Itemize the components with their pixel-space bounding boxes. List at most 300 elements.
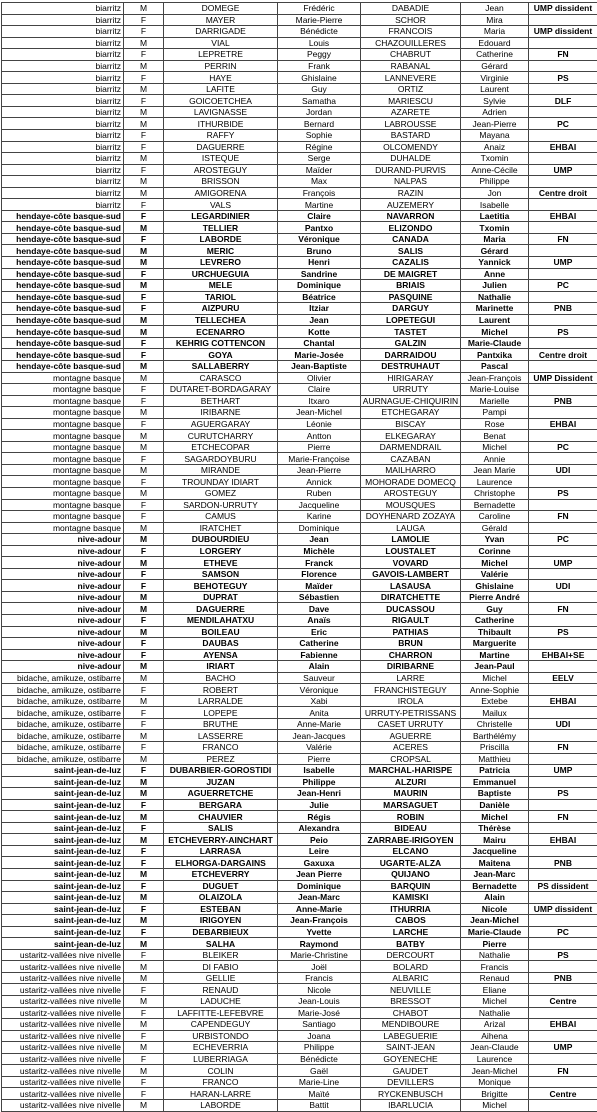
candidate-firstname-cell: Max <box>278 176 361 188</box>
sex-cell: F <box>124 799 164 811</box>
party-cell: EHBAI <box>529 210 597 222</box>
substitute-firstname-cell: Mailux <box>461 707 529 719</box>
candidate-firstname-cell: Henri <box>278 257 361 269</box>
party-cell: FN <box>529 233 597 245</box>
substitute-surname-cell: URRUTY <box>361 384 461 396</box>
party-cell <box>529 430 597 442</box>
candidates-table-body <box>2 3 597 1112</box>
canton-cell: saint-jean-de-luz <box>2 857 124 869</box>
party-cell <box>529 684 597 696</box>
substitute-firstname-cell: Matthieu <box>461 753 529 765</box>
sex-cell: M <box>124 1019 164 1031</box>
substitute-surname-cell: HIRIGARAY <box>361 372 461 384</box>
substitute-firstname-cell: Pierre <box>461 938 529 950</box>
candidate-firstname-cell: Gaxuxa <box>278 857 361 869</box>
canton-cell: saint-jean-de-luz <box>2 915 124 927</box>
canton-cell: ustaritz-vallées nive nivelle <box>2 1019 124 1031</box>
candidate-surname-cell: CURUTCHARRY <box>164 430 278 442</box>
canton-cell: ustaritz-vallées nive nivelle <box>2 961 124 973</box>
candidate-surname-cell: ISTEQUE <box>164 153 278 165</box>
candidate-surname-cell: LABORDE <box>164 233 278 245</box>
substitute-surname-cell: CANADA <box>361 233 461 245</box>
candidate-surname-cell: HARAN-LARRE <box>164 1088 278 1100</box>
sex-cell: F <box>124 765 164 777</box>
sex-cell: M <box>124 661 164 673</box>
table-row <box>2 360 597 372</box>
sex-cell: F <box>124 210 164 222</box>
candidate-firstname-cell: Yvette <box>278 926 361 938</box>
substitute-firstname-cell: Michel <box>461 441 529 453</box>
sex-cell: F <box>124 638 164 650</box>
canton-cell: nive-adour <box>2 638 124 650</box>
canton-cell: ustaritz-vallées nive nivelle <box>2 1042 124 1054</box>
substitute-firstname-cell: Arizal <box>461 1019 529 1031</box>
sex-cell: M <box>124 996 164 1008</box>
party-cell <box>529 153 597 165</box>
sex-cell: M <box>124 811 164 823</box>
candidate-surname-cell: AGUERGARAY <box>164 418 278 430</box>
sex-cell: M <box>124 603 164 615</box>
candidate-firstname-cell: Franck <box>278 557 361 569</box>
table-row <box>2 984 597 996</box>
substitute-surname-cell: ELKEGARAY <box>361 430 461 442</box>
canton-cell: biarritz <box>2 199 124 211</box>
canton-cell: montagne basque <box>2 464 124 476</box>
table-row <box>2 869 597 881</box>
substitute-surname-cell: QUIJANO <box>361 869 461 881</box>
substitute-firstname-cell: Pierre André <box>461 591 529 603</box>
candidate-surname-cell: DEBARBIEUX <box>164 926 278 938</box>
candidate-firstname-cell: Sébastien <box>278 591 361 603</box>
sex-cell: M <box>124 753 164 765</box>
table-row <box>2 291 597 303</box>
candidate-firstname-cell: Julie <box>278 799 361 811</box>
substitute-surname-cell: AUZEMERY <box>361 199 461 211</box>
substitute-surname-cell: MOHORADE DOMECQ <box>361 476 461 488</box>
substitute-surname-cell: GALZIN <box>361 337 461 349</box>
substitute-firstname-cell: Martine <box>461 649 529 661</box>
candidate-firstname-cell: Sauveur <box>278 672 361 684</box>
substitute-firstname-cell: Benat <box>461 430 529 442</box>
canton-cell: saint-jean-de-luz <box>2 776 124 788</box>
candidate-surname-cell: DAGUERRE <box>164 603 278 615</box>
canton-cell: nive-adour <box>2 614 124 626</box>
table-row <box>2 280 597 292</box>
sex-cell: F <box>124 1088 164 1100</box>
candidate-surname-cell: BETHART <box>164 395 278 407</box>
substitute-firstname-cell: Annie <box>461 453 529 465</box>
substitute-firstname-cell: Guy <box>461 603 529 615</box>
canton-cell: biarritz <box>2 3 124 15</box>
sex-cell: M <box>124 118 164 130</box>
table-row <box>2 210 597 222</box>
candidate-firstname-cell: Philippe <box>278 776 361 788</box>
party-cell: UDI <box>529 464 597 476</box>
substitute-surname-cell: DURAND-PURVIS <box>361 164 461 176</box>
substitute-surname-cell: DIRIBARNE <box>361 661 461 673</box>
sex-cell: F <box>124 718 164 730</box>
table-row <box>2 545 597 557</box>
substitute-firstname-cell: Aihena <box>461 1030 529 1042</box>
table-row <box>2 522 597 534</box>
party-cell: PS <box>529 626 597 638</box>
canton-cell: hendaye-côte basque-sud <box>2 337 124 349</box>
sex-cell: F <box>124 822 164 834</box>
candidate-firstname-cell: Nicole <box>278 984 361 996</box>
candidates-table <box>1 2 597 1112</box>
substitute-firstname-cell: Rose <box>461 418 529 430</box>
sex-cell: F <box>124 14 164 26</box>
table-row <box>2 1007 597 1019</box>
candidate-firstname-cell: Jean Pierre <box>278 869 361 881</box>
substitute-surname-cell: AGUERRE <box>361 730 461 742</box>
sex-cell: M <box>124 961 164 973</box>
candidate-firstname-cell: Bénédicte <box>278 26 361 38</box>
substitute-surname-cell: ACERES <box>361 742 461 754</box>
candidate-firstname-cell: Jean-Pierre <box>278 464 361 476</box>
table-row <box>2 534 597 546</box>
candidate-surname-cell: DARRIGADE <box>164 26 278 38</box>
candidate-surname-cell: GOMEZ <box>164 487 278 499</box>
substitute-surname-cell: UGARTE-ALZA <box>361 857 461 869</box>
candidate-firstname-cell: Samatha <box>278 95 361 107</box>
candidate-firstname-cell: Catherine <box>278 638 361 650</box>
candidate-surname-cell: TELLECHEA <box>164 314 278 326</box>
substitute-firstname-cell: Caroline <box>461 511 529 523</box>
candidate-surname-cell: LASSERRE <box>164 730 278 742</box>
substitute-firstname-cell: Anne <box>461 268 529 280</box>
sex-cell: M <box>124 972 164 984</box>
table-row <box>2 222 597 234</box>
canton-cell: hendaye-côte basque-sud <box>2 349 124 361</box>
candidate-firstname-cell: Valérie <box>278 742 361 754</box>
party-cell <box>529 961 597 973</box>
table-row <box>2 626 597 638</box>
candidate-firstname-cell: Ruben <box>278 487 361 499</box>
candidate-firstname-cell: Régine <box>278 141 361 153</box>
sex-cell: M <box>124 280 164 292</box>
canton-cell: nive-adour <box>2 626 124 638</box>
party-cell: EHBAI+SE <box>529 649 597 661</box>
substitute-surname-cell: OLCOMENDY <box>361 141 461 153</box>
table-row <box>2 1088 597 1100</box>
candidate-surname-cell: ETCHECOPAR <box>164 441 278 453</box>
table-row <box>2 614 597 626</box>
candidate-surname-cell: LEPRETRE <box>164 49 278 61</box>
table-row <box>2 949 597 961</box>
candidate-surname-cell: CARASCO <box>164 372 278 384</box>
substitute-surname-cell: MAURIN <box>361 788 461 800</box>
sex-cell: F <box>124 303 164 315</box>
table-row <box>2 1053 597 1065</box>
candidate-surname-cell: AMIGORENA <box>164 187 278 199</box>
table-row <box>2 1030 597 1042</box>
canton-cell: biarritz <box>2 60 124 72</box>
table-row <box>2 603 597 615</box>
party-cell: PS dissident <box>529 880 597 892</box>
candidate-surname-cell: ETCHEVERRY <box>164 869 278 881</box>
sex-cell: M <box>124 869 164 881</box>
sex-cell: M <box>124 60 164 72</box>
canton-cell: saint-jean-de-luz <box>2 869 124 881</box>
substitute-firstname-cell: Patricia <box>461 765 529 777</box>
substitute-surname-cell: LANNEVERE <box>361 72 461 84</box>
candidate-surname-cell: ELHORGA-DARGAINS <box>164 857 278 869</box>
substitute-firstname-cell: Francis <box>461 961 529 973</box>
candidate-surname-cell: LADUCHE <box>164 996 278 1008</box>
substitute-surname-cell: AROSTEGUY <box>361 487 461 499</box>
table-row <box>2 511 597 523</box>
canton-cell: hendaye-côte basque-sud <box>2 222 124 234</box>
party-cell: PS <box>529 72 597 84</box>
sex-cell: M <box>124 487 164 499</box>
party-cell <box>529 37 597 49</box>
party-cell <box>529 984 597 996</box>
canton-cell: bidache, amikuze, ostibarre <box>2 672 124 684</box>
candidate-surname-cell: ITHURBIDE <box>164 118 278 130</box>
table-row <box>2 418 597 430</box>
party-cell <box>529 799 597 811</box>
candidate-firstname-cell: Fabienne <box>278 649 361 661</box>
canton-cell: hendaye-côte basque-sud <box>2 257 124 269</box>
sex-cell: F <box>124 164 164 176</box>
candidate-firstname-cell: Maïté <box>278 1088 361 1100</box>
table-row <box>2 118 597 130</box>
party-cell <box>529 638 597 650</box>
candidate-surname-cell: ESTEBAN <box>164 903 278 915</box>
sex-cell: F <box>124 95 164 107</box>
canton-cell: biarritz <box>2 26 124 38</box>
canton-cell: hendaye-côte basque-sud <box>2 303 124 315</box>
candidate-surname-cell: DUTARET-BORDAGARAY <box>164 384 278 396</box>
candidate-firstname-cell: Marie-José <box>278 1007 361 1019</box>
candidate-firstname-cell: Gaël <box>278 1065 361 1077</box>
sex-cell: F <box>124 130 164 142</box>
candidate-firstname-cell: Frank <box>278 60 361 72</box>
candidate-firstname-cell: Philippe <box>278 1042 361 1054</box>
candidate-firstname-cell: Michèle <box>278 545 361 557</box>
substitute-firstname-cell: Jean-François <box>461 372 529 384</box>
table-row <box>2 776 597 788</box>
substitute-firstname-cell: Jon <box>461 187 529 199</box>
candidate-surname-cell: CAMUS <box>164 511 278 523</box>
candidate-surname-cell: JUZAN <box>164 776 278 788</box>
sex-cell: M <box>124 672 164 684</box>
substitute-firstname-cell: Monique <box>461 1076 529 1088</box>
sex-cell: M <box>124 257 164 269</box>
party-cell <box>529 291 597 303</box>
table-row <box>2 14 597 26</box>
candidate-surname-cell: SARDON-URRUTY <box>164 499 278 511</box>
table-row <box>2 788 597 800</box>
substitute-firstname-cell: Jean-Claude <box>461 1042 529 1054</box>
candidate-surname-cell: HAYE <box>164 72 278 84</box>
candidate-surname-cell: ECHEVERRIA <box>164 1042 278 1054</box>
substitute-firstname-cell: Txomin <box>461 222 529 234</box>
sex-cell: F <box>124 684 164 696</box>
sex-cell: F <box>124 337 164 349</box>
party-cell: UMP dissident <box>529 26 597 38</box>
substitute-firstname-cell: Anne-Sophie <box>461 684 529 696</box>
table-row <box>2 695 597 707</box>
canton-cell: saint-jean-de-luz <box>2 926 124 938</box>
candidate-surname-cell: BRISSON <box>164 176 278 188</box>
candidate-surname-cell: SALHA <box>164 938 278 950</box>
party-cell: PNB <box>529 395 597 407</box>
party-cell: PS <box>529 487 597 499</box>
candidate-surname-cell: DUGUET <box>164 880 278 892</box>
candidate-firstname-cell: Leire <box>278 845 361 857</box>
candidate-firstname-cell: Joana <box>278 1030 361 1042</box>
table-row <box>2 314 597 326</box>
substitute-firstname-cell: Gérald <box>461 522 529 534</box>
candidate-surname-cell: COLIN <box>164 1065 278 1077</box>
canton-cell: saint-jean-de-luz <box>2 765 124 777</box>
table-row <box>2 187 597 199</box>
sex-cell: M <box>124 695 164 707</box>
party-cell <box>529 222 597 234</box>
party-cell: UMP <box>529 1042 597 1054</box>
table-row <box>2 568 597 580</box>
party-cell <box>529 869 597 881</box>
canton-cell: nive-adour <box>2 649 124 661</box>
table-row <box>2 649 597 661</box>
canton-cell: nive-adour <box>2 545 124 557</box>
candidate-surname-cell: BLEIKER <box>164 949 278 961</box>
candidate-surname-cell: DUBOURDIEU <box>164 534 278 546</box>
candidate-firstname-cell: Serge <box>278 153 361 165</box>
substitute-surname-cell: BASTARD <box>361 130 461 142</box>
substitute-firstname-cell: Bernadette <box>461 880 529 892</box>
substitute-firstname-cell: Isabelle <box>461 199 529 211</box>
substitute-surname-cell: DABADIE <box>361 3 461 15</box>
substitute-firstname-cell: Baptiste <box>461 788 529 800</box>
substitute-firstname-cell: Thérèse <box>461 822 529 834</box>
substitute-firstname-cell: Barthélémy <box>461 730 529 742</box>
table-row <box>2 199 597 211</box>
substitute-firstname-cell: Ghislaine <box>461 580 529 592</box>
canton-cell: saint-jean-de-luz <box>2 799 124 811</box>
candidate-surname-cell: URCHUEGUIA <box>164 268 278 280</box>
candidate-surname-cell: AROSTEGUY <box>164 164 278 176</box>
canton-cell: ustaritz-vallées nive nivelle <box>2 1076 124 1088</box>
candidate-firstname-cell: Peggy <box>278 49 361 61</box>
table-row <box>2 141 597 153</box>
substitute-surname-cell: MAILHARRO <box>361 464 461 476</box>
party-cell: EHBAI <box>529 834 597 846</box>
substitute-surname-cell: BATBY <box>361 938 461 950</box>
canton-cell: biarritz <box>2 118 124 130</box>
candidate-surname-cell: BACHO <box>164 672 278 684</box>
substitute-surname-cell: ROBIN <box>361 811 461 823</box>
table-row <box>2 349 597 361</box>
canton-cell: saint-jean-de-luz <box>2 822 124 834</box>
substitute-firstname-cell: Michel <box>461 1099 529 1111</box>
party-cell: EHBAI <box>529 1019 597 1031</box>
canton-cell: biarritz <box>2 49 124 61</box>
party-cell: PC <box>529 280 597 292</box>
substitute-surname-cell: BOLARD <box>361 961 461 973</box>
candidate-surname-cell: AYENSA <box>164 649 278 661</box>
candidate-firstname-cell: Kotte <box>278 326 361 338</box>
candidate-surname-cell: IRIART <box>164 661 278 673</box>
candidate-firstname-cell: Battit <box>278 1099 361 1111</box>
substitute-firstname-cell: Pascal <box>461 360 529 372</box>
substitute-surname-cell: NALPAS <box>361 176 461 188</box>
candidate-surname-cell: GOYA <box>164 349 278 361</box>
candidate-surname-cell: IRATCHET <box>164 522 278 534</box>
canton-cell: nive-adour <box>2 591 124 603</box>
candidate-surname-cell: PERRIN <box>164 60 278 72</box>
table-row <box>2 753 597 765</box>
candidate-firstname-cell: Raymond <box>278 938 361 950</box>
substitute-surname-cell: MARSAGUET <box>361 799 461 811</box>
candidate-firstname-cell: Itziar <box>278 303 361 315</box>
sex-cell: M <box>124 407 164 419</box>
sex-cell: M <box>124 1042 164 1054</box>
substitute-surname-cell: CHABOT <box>361 1007 461 1019</box>
canton-cell: hendaye-côte basque-sud <box>2 280 124 292</box>
candidate-surname-cell: VALS <box>164 199 278 211</box>
sex-cell: M <box>124 441 164 453</box>
sex-cell: F <box>124 1030 164 1042</box>
party-cell <box>529 938 597 950</box>
party-cell <box>529 476 597 488</box>
party-cell <box>529 591 597 603</box>
sex-cell: M <box>124 892 164 904</box>
canton-cell: hendaye-côte basque-sud <box>2 245 124 257</box>
sex-cell: F <box>124 903 164 915</box>
canton-cell: nive-adour <box>2 568 124 580</box>
sex-cell: M <box>124 534 164 546</box>
sex-cell: F <box>124 141 164 153</box>
candidate-firstname-cell: Olivier <box>278 372 361 384</box>
candidate-surname-cell: DOMEGE <box>164 3 278 15</box>
substitute-surname-cell: DERCOURT <box>361 949 461 961</box>
party-cell: UMP <box>529 765 597 777</box>
canton-cell: biarritz <box>2 141 124 153</box>
substitute-firstname-cell: Pampi <box>461 407 529 419</box>
candidate-firstname-cell: Alain <box>278 661 361 673</box>
candidate-firstname-cell: Santiago <box>278 1019 361 1031</box>
candidate-firstname-cell: Anne-Marie <box>278 903 361 915</box>
candidate-surname-cell: AGUERRETCHE <box>164 788 278 800</box>
table-row <box>2 580 597 592</box>
party-cell <box>529 568 597 580</box>
canton-cell: biarritz <box>2 95 124 107</box>
party-cell <box>529 1053 597 1065</box>
substitute-surname-cell: CHAZOUILLERES <box>361 37 461 49</box>
sex-cell: M <box>124 430 164 442</box>
party-cell: UMP Dissident <box>529 372 597 384</box>
substitute-surname-cell: LOPETEGUI <box>361 314 461 326</box>
sex-cell: M <box>124 522 164 534</box>
sex-cell: M <box>124 730 164 742</box>
sex-cell: M <box>124 222 164 234</box>
table-row <box>2 718 597 730</box>
sex-cell: M <box>124 245 164 257</box>
candidate-surname-cell: DAGUERRE <box>164 141 278 153</box>
substitute-surname-cell: RAZIN <box>361 187 461 199</box>
substitute-firstname-cell: Catherine <box>461 49 529 61</box>
sex-cell: M <box>124 915 164 927</box>
party-cell <box>529 14 597 26</box>
candidate-firstname-cell: Pierre <box>278 753 361 765</box>
substitute-firstname-cell: Jean Marie <box>461 464 529 476</box>
substitute-firstname-cell: Christophe <box>461 487 529 499</box>
substitute-firstname-cell: Laurence <box>461 1053 529 1065</box>
candidate-surname-cell: PEREZ <box>164 753 278 765</box>
